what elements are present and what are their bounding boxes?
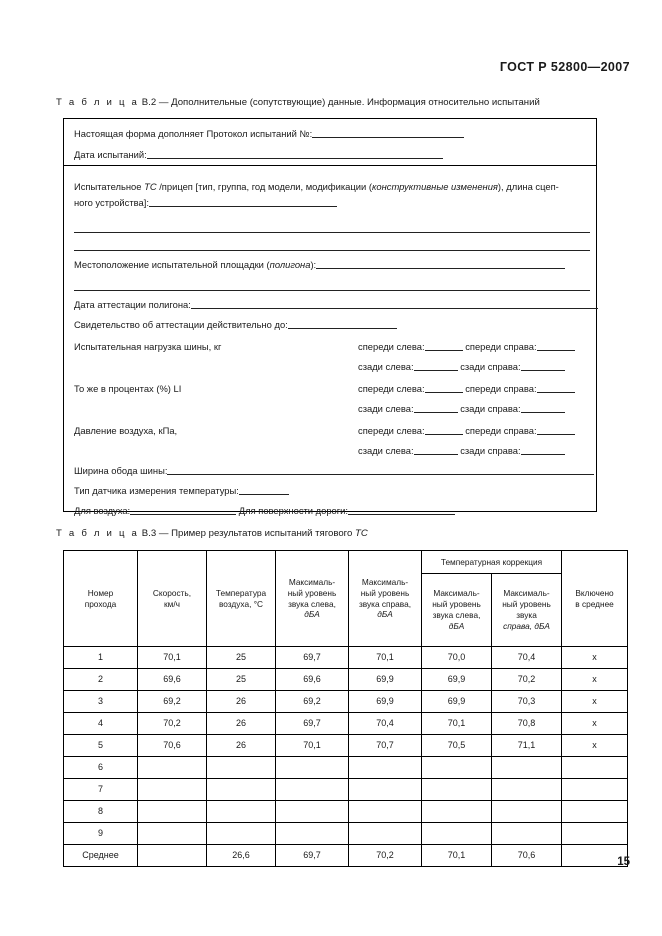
table-b3-caption-ts: ТС xyxy=(354,528,368,539)
form-label-location-part2: ): xyxy=(310,259,317,270)
table-cell-col-6 xyxy=(492,823,562,845)
header-line-2: ный уровень xyxy=(360,587,410,598)
header-line-1: Максималь- xyxy=(503,588,550,599)
header-line-2: ный уровень xyxy=(432,599,481,610)
form-blank-line-3[interactable] xyxy=(74,281,590,291)
table-cell-col-4: 69,9 xyxy=(349,669,422,691)
form-field-certificate xyxy=(74,319,588,330)
blank-front-right-percent-li[interactable] xyxy=(537,383,575,393)
form-blank-line-row-1 xyxy=(74,223,588,234)
table-cell-col-4: 69,9 xyxy=(349,691,422,713)
column-header-corrected-level-left xyxy=(422,574,492,647)
table-cell-col-0: 7 xyxy=(64,779,138,801)
form-label-sensor-type: Тип датчика измерения температуры: xyxy=(74,485,239,496)
blank-rear-right-percent-li[interactable] xyxy=(521,403,565,413)
table-row xyxy=(64,735,628,757)
table-b3-caption-text: Пример результатов испытаний тягового xyxy=(171,528,355,539)
table-cell-col-6: 70,8 xyxy=(492,713,562,735)
form-label-protocol-number: Настоящая форма дополняет Протокол испытаний №: xyxy=(74,128,313,139)
form-blank-vehicle-description[interactable] xyxy=(149,197,337,207)
form-pairs-air-pressure-front xyxy=(358,425,575,436)
form-field-vehicle-description-line2 xyxy=(74,197,588,208)
table-cell-col-7 xyxy=(562,779,628,801)
document-header-standard-id: ГОСТ Р 52800—2007 xyxy=(499,60,630,74)
form-pairs-air-pressure-rear xyxy=(358,445,565,456)
header-line-2: в среднее xyxy=(575,598,614,609)
form-field-air-road-sensors xyxy=(74,505,588,516)
blank-rear-right-tire-load[interactable] xyxy=(521,361,565,371)
table-cell-col-0: 1 xyxy=(64,647,138,669)
table-cell-col-3: 69,2 xyxy=(276,691,349,713)
column-header-group-temperature-correction xyxy=(422,551,562,574)
table-cell-col-2 xyxy=(207,823,276,845)
form-label-test-date: Дата испытаний: xyxy=(74,149,147,160)
form-blank-certificate[interactable] xyxy=(288,319,397,329)
table-cell-col-7: х xyxy=(562,669,628,691)
form-label-polygon-date: Дата аттестации полигона: xyxy=(74,299,191,310)
form-label-for-road: Для поверхности дороги: xyxy=(238,505,349,516)
table-row xyxy=(64,713,628,735)
column-header-corrected-level-right xyxy=(492,574,562,647)
label-front-right-3: спереди справа: xyxy=(465,425,537,436)
table-cell-col-7 xyxy=(562,757,628,779)
table-cell-col-5: 69,9 xyxy=(422,669,492,691)
form-divider-1 xyxy=(64,165,596,166)
header-line-2: прохода xyxy=(84,598,117,609)
table-cell-col-6 xyxy=(492,757,562,779)
blank-rear-left-percent-li[interactable] xyxy=(414,403,458,413)
table-row xyxy=(64,845,628,867)
table-cell-col-1 xyxy=(138,823,207,845)
header-line-3: звука xyxy=(516,610,537,620)
table-row xyxy=(64,801,628,823)
form-pairs-percent-li-rear xyxy=(358,403,565,414)
table-cell-col-7: х xyxy=(562,735,628,757)
table-cell-col-1: 69,6 xyxy=(138,669,207,691)
form-blank-for-road[interactable] xyxy=(348,505,455,515)
table-cell-col-2: 25 xyxy=(207,647,276,669)
header-line-1: Температура xyxy=(215,587,267,598)
blank-front-right-air-pressure[interactable] xyxy=(537,425,575,435)
table-cell-col-5 xyxy=(422,801,492,823)
column-header-max-level-right xyxy=(349,551,422,647)
table-cell-col-4: 70,1 xyxy=(349,647,422,669)
form-blank-location[interactable] xyxy=(316,259,565,269)
form-blank-polygon-date[interactable] xyxy=(191,299,598,309)
form-blank-line-1[interactable] xyxy=(74,223,590,233)
table-b2-caption-dash: — xyxy=(158,97,169,108)
form-blank-rim-width[interactable] xyxy=(167,465,594,475)
form-label-air-pressure: Давление воздуха, кПа, xyxy=(74,425,178,436)
table-row xyxy=(64,691,628,713)
form-blank-line-row-2 xyxy=(74,241,588,252)
table-cell-col-4: 70,7 xyxy=(349,735,422,757)
header-line-4: дБA xyxy=(377,609,393,620)
form-label-vehicle-part2: /прицеп [тип, группа, год модели, модификации ( xyxy=(156,181,372,192)
table-cell-col-2: 26 xyxy=(207,735,276,757)
label-rear-right-1: сзади справа: xyxy=(460,361,521,372)
table-row xyxy=(64,779,628,801)
header-line-2: воздуха, °С xyxy=(218,598,264,609)
blank-front-left-percent-li[interactable] xyxy=(425,383,463,393)
label-rear-right-3: сзади справа: xyxy=(460,445,521,456)
table-b3-header-row-1 xyxy=(64,551,628,574)
form-pairs-tire-load-rear xyxy=(358,361,565,372)
table-cell-col-3: 69,7 xyxy=(276,845,349,867)
table-b3-head xyxy=(64,551,628,647)
table-cell-col-5: 69,9 xyxy=(422,691,492,713)
form-blank-line-row-3 xyxy=(74,281,588,292)
column-header-air-temperature xyxy=(207,551,276,647)
form-field-vehicle-description xyxy=(74,181,588,192)
form-label-location-polygon: полигона xyxy=(269,259,311,270)
table-cell-col-6 xyxy=(492,779,562,801)
table-cell-col-4 xyxy=(349,801,422,823)
table-cell-col-1: 70,2 xyxy=(138,713,207,735)
form-label-coupling-device: ного устройства]: xyxy=(74,197,149,208)
table-cell-col-4 xyxy=(349,823,422,845)
header-line-4: дБA xyxy=(448,620,465,631)
table-cell-col-4: 70,2 xyxy=(349,845,422,867)
table-cell-col-3: 69,7 xyxy=(276,647,349,669)
form-label-percent-li: То же в процентах (%) LI xyxy=(74,383,182,394)
header-line-1: Скорость, xyxy=(152,587,192,598)
form-label-vehicle-part3: ), длина сцеп- xyxy=(497,181,559,192)
form-blank-for-air[interactable] xyxy=(130,505,236,515)
header-line-1: Максималь- xyxy=(361,576,409,587)
form-field-test-date xyxy=(74,149,588,160)
header-line-1: Максималь- xyxy=(288,576,336,587)
form-field-rim-width xyxy=(74,465,588,476)
table-cell-col-6: 71,1 xyxy=(492,735,562,757)
blank-rear-right-air-pressure[interactable] xyxy=(521,445,565,455)
header-line-2: ный уровень xyxy=(502,599,551,610)
form-blank-protocol-number[interactable] xyxy=(312,128,464,138)
column-header-max-level-left xyxy=(276,551,349,647)
label-rear-left-3: сзади слева: xyxy=(358,445,414,456)
header-line-3: звука слева, xyxy=(288,598,336,609)
table-cell-col-4 xyxy=(349,757,422,779)
form-label-for-air: Для воздуха: xyxy=(74,505,131,516)
table-cell-col-0: 2 xyxy=(64,669,138,691)
table-cell-col-1 xyxy=(138,845,207,867)
table-cell-col-7 xyxy=(562,823,628,845)
form-field-sensor-type xyxy=(74,485,588,496)
form-pairs-percent-li-front xyxy=(358,383,575,394)
table-cell-col-4: 70,4 xyxy=(349,713,422,735)
table-cell-col-0: 9 xyxy=(64,823,138,845)
blank-rear-left-tire-load[interactable] xyxy=(414,361,458,371)
table-cell-col-5: 70,1 xyxy=(422,713,492,735)
table-cell-col-5: 70,0 xyxy=(422,647,492,669)
label-rear-right-2: сзади справа: xyxy=(460,403,521,414)
table-cell-col-3: 70,1 xyxy=(276,735,349,757)
header-line-2: ный уровень xyxy=(287,587,337,598)
table-cell-col-7 xyxy=(562,801,628,823)
table-cell-col-0: 4 xyxy=(64,713,138,735)
column-header-included-in-average xyxy=(562,551,628,647)
form-label-rim-width: Ширина обода шины: xyxy=(74,465,168,476)
table-cell-col-3 xyxy=(276,801,349,823)
table-b3-results xyxy=(63,550,628,867)
table-cell-col-0: 6 xyxy=(64,757,138,779)
table-cell-col-2 xyxy=(207,801,276,823)
table-cell-col-0: 3 xyxy=(64,691,138,713)
table-cell-col-3: 69,7 xyxy=(276,713,349,735)
table-cell-col-3 xyxy=(276,823,349,845)
form-field-polygon-date xyxy=(74,299,588,310)
form-label-tire-load: Испытательная нагрузка шины, кг xyxy=(74,341,222,352)
label-front-right-1: спереди справа: xyxy=(465,341,537,352)
form-label-location-part1: Местоположение испытательной площадки ( xyxy=(74,259,270,270)
table-cell-col-1 xyxy=(138,801,207,823)
form-label-vehicle-ts: ТС xyxy=(144,181,157,192)
header-line-2: км/ч xyxy=(164,598,180,609)
table-cell-col-2: 26,6 xyxy=(207,845,276,867)
form-label-vehicle-part1: Испытательное xyxy=(74,181,145,192)
table-cell-col-3 xyxy=(276,779,349,801)
table-cell-col-2: 25 xyxy=(207,669,276,691)
table-cell-col-5: 70,5 xyxy=(422,735,492,757)
table-cell-col-0: 8 xyxy=(64,801,138,823)
table-cell-col-1 xyxy=(138,757,207,779)
header-line-1: Включено xyxy=(575,587,614,598)
table-cell-col-5 xyxy=(422,757,492,779)
table-b2-caption-number: В.2 xyxy=(141,97,157,108)
table-cell-col-3: 69,6 xyxy=(276,669,349,691)
table-cell-col-7: х xyxy=(562,647,628,669)
table-cell-col-1 xyxy=(138,779,207,801)
table-row xyxy=(64,647,628,669)
header-line-1: Максималь- xyxy=(433,588,480,599)
table-cell-col-0: 5 xyxy=(64,735,138,757)
table-b3-caption-dash: — xyxy=(158,528,169,539)
label-front-left-2: спереди слева: xyxy=(358,383,425,394)
table-cell-col-7: х xyxy=(562,713,628,735)
table-cell-col-3 xyxy=(276,757,349,779)
table-cell-col-7: х xyxy=(562,691,628,713)
form-field-location xyxy=(74,259,588,270)
table-cell-col-2: 26 xyxy=(207,691,276,713)
blank-front-left-tire-load[interactable] xyxy=(425,341,463,351)
table-cell-col-5 xyxy=(422,823,492,845)
form-label-certificate: Свидетельство об аттестации действительно до: xyxy=(74,319,288,330)
column-header-pass-number xyxy=(64,551,138,647)
header-line-3: звука справа, xyxy=(358,598,411,609)
table-b3-caption-number: В.3 xyxy=(141,528,157,539)
header-line-1: Номер xyxy=(87,587,114,598)
label-front-left-1: спереди слева: xyxy=(358,341,425,352)
page-number: 15 xyxy=(617,856,630,868)
table-cell-col-1: 69,2 xyxy=(138,691,207,713)
table-b3-caption-prefix: Т а б л и ц а xyxy=(56,528,140,539)
header-line-4: справа, дБA xyxy=(503,620,550,631)
table-row xyxy=(64,823,628,845)
table-b3-body xyxy=(64,647,628,867)
table-b2-form-box xyxy=(63,118,597,516)
blank-front-left-air-pressure[interactable] xyxy=(425,425,463,435)
table-cell-col-2 xyxy=(207,757,276,779)
table-cell-col-6 xyxy=(492,801,562,823)
label-front-left-3: спереди слева: xyxy=(358,425,425,436)
table-cell-col-6: 70,3 xyxy=(492,691,562,713)
table-cell-col-2 xyxy=(207,779,276,801)
table-cell-col-5 xyxy=(422,779,492,801)
label-rear-left-2: сзади слева: xyxy=(358,403,414,414)
table-row xyxy=(64,669,628,691)
table-b2-caption xyxy=(56,97,540,108)
table-cell-col-0: Среднее xyxy=(64,845,138,867)
table-cell-col-4 xyxy=(349,779,422,801)
form-field-protocol-number xyxy=(74,128,588,139)
group-header-label: Температурная коррекция xyxy=(440,556,543,567)
table-cell-col-1: 70,6 xyxy=(138,735,207,757)
form-label-vehicle-changes: конструктивные изменения xyxy=(371,181,498,192)
label-front-right-2: спереди справа: xyxy=(465,383,537,394)
table-cell-col-2: 26 xyxy=(207,713,276,735)
column-header-speed xyxy=(138,551,207,647)
table-cell-col-6: 70,4 xyxy=(492,647,562,669)
table-b3-caption xyxy=(56,528,368,539)
table-cell-col-6: 70,2 xyxy=(492,669,562,691)
header-line-4: дБA xyxy=(304,609,320,620)
blank-front-right-tire-load[interactable] xyxy=(537,341,575,351)
form-blank-test-date[interactable] xyxy=(147,149,443,159)
table-row xyxy=(64,757,628,779)
blank-rear-left-air-pressure[interactable] xyxy=(414,445,458,455)
table-cell-col-1: 70,1 xyxy=(138,647,207,669)
label-rear-left-1: сзади слева: xyxy=(358,361,414,372)
form-blank-sensor-type[interactable] xyxy=(239,485,289,495)
header-line-3: звука слева, xyxy=(432,610,481,620)
form-pairs-tire-load-front xyxy=(358,341,575,352)
table-cell-col-5: 70,1 xyxy=(422,845,492,867)
table-b2-caption-prefix: Т а б л и ц а xyxy=(56,97,140,108)
table-b2-caption-text: Дополнительные (сопутствующие) данные. Информация относительно испытаний xyxy=(171,97,540,108)
form-blank-line-2[interactable] xyxy=(74,241,590,251)
table-cell-col-6: 70,6 xyxy=(492,845,562,867)
